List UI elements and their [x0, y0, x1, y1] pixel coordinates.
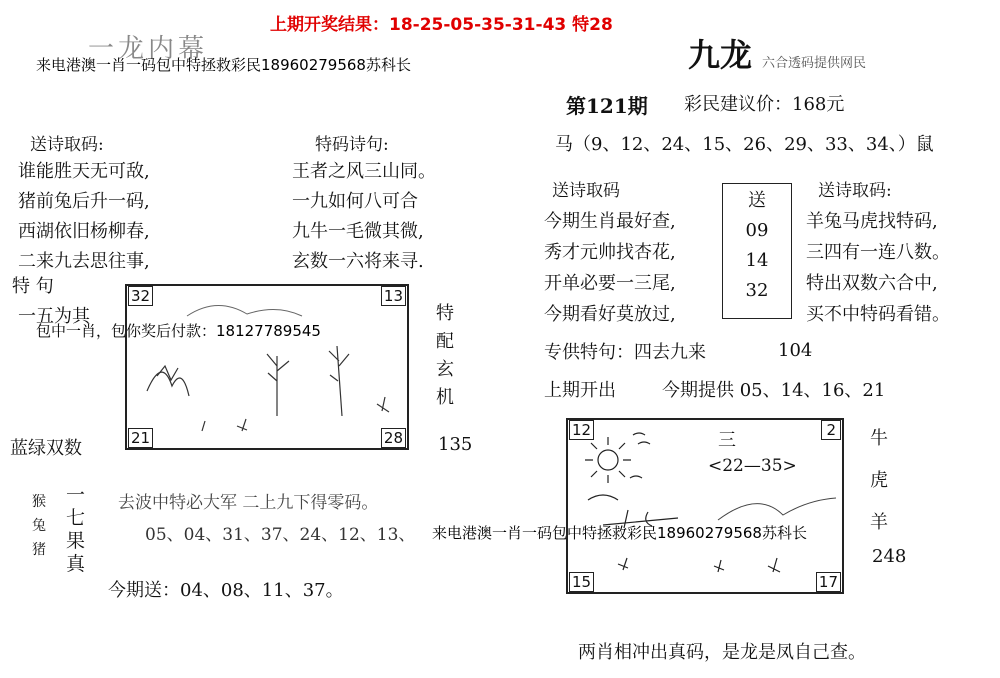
animal-char: 兔: [32, 518, 46, 534]
poem-line: 开单必要一三尾,: [544, 273, 676, 294]
one-seven-real: [66, 484, 85, 576]
vertical-char: 一: [66, 484, 86, 506]
special-mystery-chars: [436, 300, 454, 412]
poem-line: 买不中特码看错。: [806, 304, 950, 325]
box-corner-number: 32: [128, 286, 153, 306]
box-corner-number: 21: [128, 428, 153, 448]
number-104: 104: [778, 340, 813, 361]
side-char: 玄: [436, 359, 454, 380]
animal-char: 猴: [32, 494, 46, 510]
animal-char: 牛: [870, 428, 888, 449]
vertical-char: 七: [66, 507, 86, 529]
send-box-label: 送: [748, 190, 766, 211]
send-box-number: 09: [745, 220, 769, 241]
box-corner-number: 15: [569, 572, 594, 592]
this-period-offer: 今期提供 05、14、16、21: [662, 380, 886, 401]
number-135: 135: [438, 434, 473, 455]
poem-line: 一九如何八可合: [292, 191, 418, 212]
box-corner-number: 28: [381, 428, 406, 448]
poem-line: 谁能胜天无可敌,: [18, 161, 150, 182]
left-mystery-picture: [125, 284, 409, 450]
left-special-poem-title: 特码诗句:: [315, 135, 389, 155]
animal-list: [32, 490, 46, 562]
jiulong-subtitle: 六合透码提供网民: [762, 56, 867, 71]
last-period-open: 上期开出: [544, 380, 616, 401]
right-poem-lines: [544, 206, 676, 330]
right-poem-title-2: 送诗取码:: [818, 181, 892, 201]
send-box-number: 32: [745, 280, 769, 301]
poem-line: 三四有一连八数。: [806, 242, 950, 263]
poem-line: 秀才元帅找杏花,: [544, 242, 676, 263]
poem-line: 特出双数六合中,: [806, 273, 938, 294]
left-special-poem-lines: [292, 157, 436, 277]
jiulong-title: 九龙: [688, 36, 753, 74]
left-sketch-drawing: [127, 286, 407, 448]
side-char: 特: [436, 303, 454, 324]
blue-green-even-label: 蓝绿双数: [10, 438, 82, 459]
poem-line: 玄数一六将来寻.: [292, 251, 424, 272]
side-char: 配: [436, 331, 454, 352]
special-phrase: 专供特句：四去九来: [544, 342, 706, 363]
right-poem-title: 送诗取码: [552, 181, 620, 201]
send-number-box: [722, 183, 792, 319]
animal-char: 猪: [32, 542, 46, 558]
picture-range-text: <22—35>: [708, 456, 797, 476]
side-char: 机: [436, 387, 454, 408]
footer-slogan: 两肖相冲出真码，是龙是凤自己查。: [578, 642, 866, 663]
poem-line: 今期看好莫放过,: [544, 304, 676, 325]
payment-banner: 包中一肖，包你奖后付款：18127789545: [36, 322, 321, 340]
left-logo-text: 一龙内幕: [88, 34, 209, 64]
right-mystery-picture: [566, 418, 844, 594]
last-result-header: 上期开奖结果：18-25-05-35-31-43 特28: [270, 15, 613, 35]
vertical-char: 果: [66, 530, 86, 552]
vertical-char: 真: [66, 553, 86, 575]
animal-char: 虎: [870, 470, 888, 491]
poem-line: 羊兔马虎找特码,: [806, 211, 938, 232]
poem-line: 西湖依旧杨柳春,: [18, 221, 150, 242]
left-poem-lines: [18, 157, 150, 277]
right-side-animals: [870, 418, 888, 544]
left-poem-title: 送诗取码:: [30, 135, 104, 155]
box-corner-number: 2: [821, 420, 841, 440]
right-sketch-drawing: [568, 420, 842, 592]
number-248: 248: [872, 546, 907, 567]
box-corner-number: 17: [816, 572, 841, 592]
poem-line: 二来九去思往事,: [18, 251, 150, 272]
today-send-numbers: 今期送：04、08、11、37。: [108, 580, 344, 601]
hotline-banner-top: 来电港澳一肖一码包中特拯救彩民18960279568苏科长: [36, 56, 411, 74]
right-poem-lines-2: [806, 206, 950, 330]
poem-line: 王者之风三山同。: [292, 161, 436, 182]
poem-line: 九牛一毛微其微,: [292, 221, 424, 242]
box-corner-number: 13: [381, 286, 406, 306]
number-sequence: 05、04、31、37、24、12、13、: [145, 525, 416, 545]
faded-poem-line: 去波中特必大军 二上九下得零码。: [118, 493, 379, 513]
suggested-price: 彩民建议价：168元: [684, 94, 845, 115]
special-sentence-label: 特 句: [12, 276, 54, 297]
horse-number-list: 马（9、12、24、15、26、29、33、34、）鼠: [555, 134, 934, 155]
picture-char: 三: [718, 430, 736, 451]
special-sentence-text: 一五为其: [18, 306, 90, 327]
poem-line: 猪前兔后升一码,: [18, 191, 150, 212]
hotline-banner-bottom: 来电港澳一肖一码包中特拯救彩民18960279568苏科长: [432, 524, 807, 542]
poem-line: 今期生肖最好查,: [544, 211, 676, 232]
animal-char: 羊: [870, 512, 888, 533]
send-box-number: 14: [745, 250, 769, 271]
issue-number: 第121期: [566, 94, 648, 118]
box-corner-number: 12: [569, 420, 594, 440]
